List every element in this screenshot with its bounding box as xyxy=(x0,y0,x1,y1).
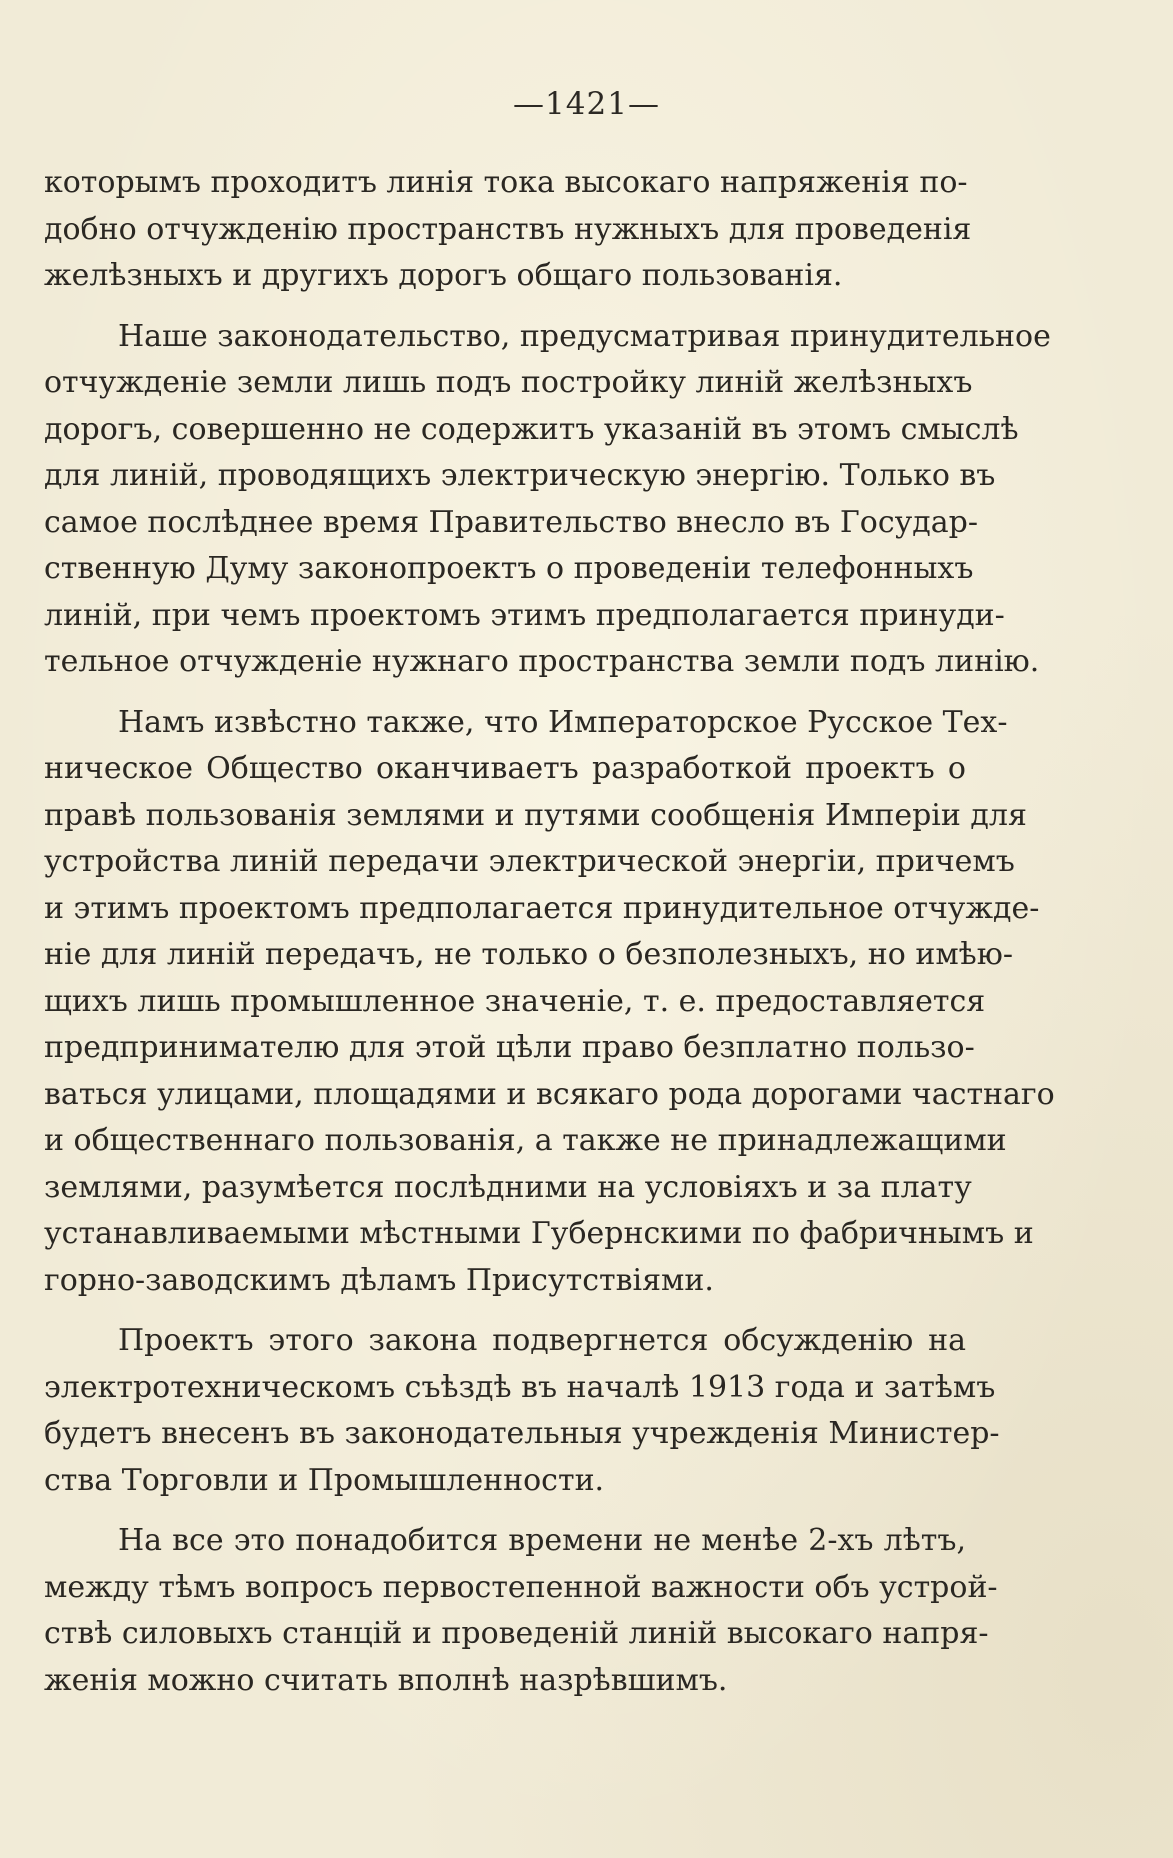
text-line: Проектъ этого закона подвергнется обсужденію на xyxy=(118,1323,966,1358)
text-line: предпринимателю для этой цѣли право безплатно пользо- xyxy=(44,1030,975,1065)
text-line: Намъ извѣстно также, что Императорское Русское Тех- xyxy=(118,704,1008,740)
paragraph-1 xyxy=(44,160,972,300)
text-line: будетъ внесенъ въ законодательныя учрежденія Министер- xyxy=(44,1416,1000,1451)
text-line: ства Торговли и Промышленности. xyxy=(44,1462,605,1498)
text-line: и общественнаго пользованія, а также не принадлежащими xyxy=(44,1123,1007,1158)
text-line: ваться улицами, площадями и всякаго рода дорогами частнаго xyxy=(44,1076,1055,1112)
text-line: горно-заводскимъ дѣламъ Присутствіями. xyxy=(44,1262,714,1298)
text-line: самое послѣднее время Правительство внесло въ Государ- xyxy=(44,504,978,540)
paragraph-5 xyxy=(44,1518,998,1704)
text-line: На все это понадобится времени не менѣе 2-хъ лѣтъ, xyxy=(118,1523,966,1558)
body-text xyxy=(44,160,1055,1718)
text-line: ническое Общество оканчиваетъ разработкой проектъ о xyxy=(44,751,966,786)
text-line: отчужденіе земли лишь подъ постройку линій желѣзныхъ xyxy=(44,365,973,400)
text-line: между тѣмъ вопросъ первостепенной важности объ устрой- xyxy=(44,1569,998,1605)
text-line: ніе для линій передачъ, не только о безполезныхъ, но имѣю- xyxy=(44,937,1014,972)
text-line: добно отчужденію пространствъ нужныхъ для проведенія xyxy=(44,211,972,247)
text-line: для линій, проводящихъ электрическую энергію. Только въ xyxy=(44,458,996,493)
text-line: дорогъ, совершенно не содержитъ указаній въ этомъ смыслѣ xyxy=(44,411,1019,447)
page-number: —1421— xyxy=(513,86,660,122)
text-line: которымъ проходитъ линія тока высокаго напряженія по- xyxy=(44,165,968,200)
text-line: щихъ лишь промышленное значеніе, т. е. предоставляется xyxy=(44,983,986,1019)
text-line: устанавливаемыми мѣстными Губернскими по фабричнымъ и xyxy=(44,1216,1034,1251)
paragraph-4 xyxy=(44,1318,1000,1504)
text-line: устройства линій передачи электрической энергіи, причемъ xyxy=(44,844,1015,879)
paragraph-3 xyxy=(44,700,1055,1305)
text-line: желѣзныхъ и другихъ дорогъ общаго пользованія. xyxy=(44,258,843,293)
text-line: ствѣ силовыхъ станцій и проведеній линій высокаго напря- xyxy=(44,1616,989,1651)
text-line: ственную Думу законопроектъ о проведеніи телефонныхъ xyxy=(44,551,974,586)
text-line: и этимъ проектомъ предполагается принудительное отчужде- xyxy=(44,890,1040,926)
text-line: электротехническомъ съѣздѣ въ началѣ 1913 года и затѣмъ xyxy=(44,1369,996,1405)
text-line: землями, разумѣется послѣдними на условіяхъ и за плату xyxy=(44,1169,972,1205)
text-line: линій, при чемъ проектомъ этимъ предполагается принуди- xyxy=(44,597,1005,633)
paragraph-2 xyxy=(44,314,1051,686)
text-line: Наше законодательство, предусматривая принудительное xyxy=(118,318,1051,354)
text-line: правѣ пользованія землями и путями сообщенія Имперіи для xyxy=(44,797,1027,833)
text-line: тельное отчужденіе нужнаго пространства земли подъ линію. xyxy=(44,644,1040,679)
text-line: женія можно считать вполнѣ назрѣвшимъ. xyxy=(44,1662,728,1698)
